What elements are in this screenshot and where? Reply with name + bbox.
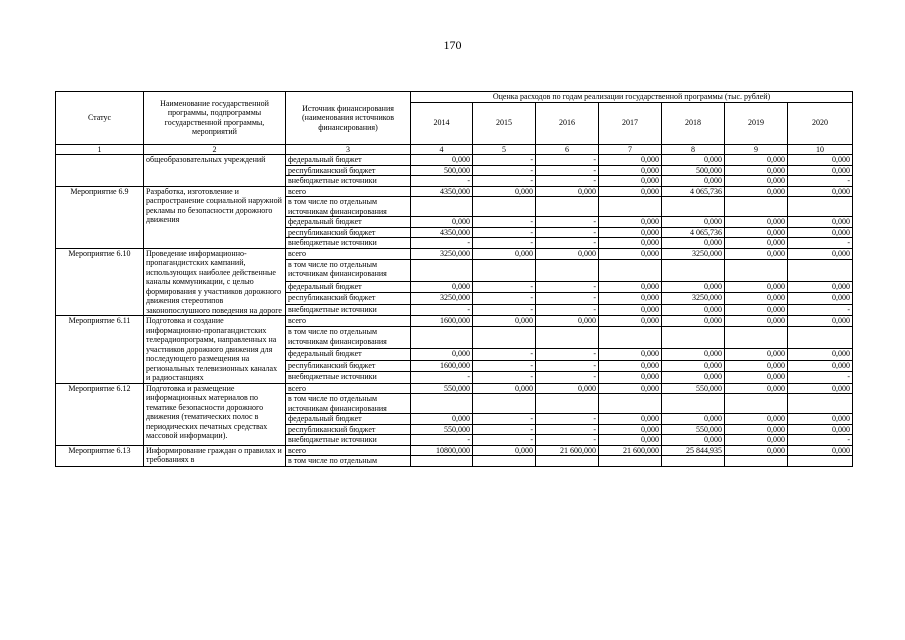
- funding-source-cell: в том числе по отдельным источникам финансирования: [286, 394, 411, 414]
- header-year: 2015: [473, 102, 536, 144]
- header-year: 2017: [599, 102, 662, 144]
- amount-cell: -: [536, 227, 599, 238]
- funding-source-cell: внебюджетные источники: [286, 176, 411, 187]
- amount-cell: 0,000: [725, 248, 788, 259]
- amount-cell: 1600,000: [411, 316, 473, 327]
- measure-name-cell: общеобразовательных учреждений: [144, 155, 286, 187]
- table-row: [56, 155, 853, 166]
- amount-cell: 0,000: [599, 383, 662, 394]
- amount-cell: 0,000: [788, 227, 853, 238]
- amount-cell: 0,000: [662, 360, 725, 371]
- amount-cell: 0,000: [536, 248, 599, 259]
- amount-cell: [725, 259, 788, 281]
- amount-cell: 0,000: [599, 227, 662, 238]
- amount-cell: 0,000: [473, 316, 536, 327]
- amount-cell: -: [473, 414, 536, 425]
- amount-cell: 0,000: [788, 383, 853, 394]
- amount-cell: -: [536, 176, 599, 187]
- header-year: 2016: [536, 102, 599, 144]
- amount-cell: 0,000: [662, 176, 725, 187]
- amount-cell: 3250,000: [662, 293, 725, 304]
- amount-cell: [536, 197, 599, 217]
- amount-cell: -: [788, 304, 853, 315]
- amount-cell: [725, 456, 788, 467]
- funding-source-cell: всего: [286, 316, 411, 327]
- amount-cell: -: [473, 435, 536, 446]
- amount-cell: [599, 259, 662, 281]
- header-status: Статус: [56, 92, 144, 145]
- amount-cell: 0,000: [599, 281, 662, 292]
- amount-cell: [788, 197, 853, 217]
- amount-cell: -: [536, 360, 599, 371]
- amount-cell: 0,000: [536, 186, 599, 197]
- measure-name-cell: Разработка, изготовление и распространение социальной наружной рекламы по безопасности дорожного движения: [144, 186, 286, 248]
- amount-cell: 0,000: [662, 281, 725, 292]
- header-year: 2014: [411, 102, 473, 144]
- amount-cell: 0,000: [662, 435, 725, 446]
- amount-cell: 0,000: [725, 424, 788, 435]
- table-row: [56, 248, 853, 259]
- amount-cell: 0,000: [725, 304, 788, 315]
- amount-cell: 3250,000: [411, 248, 473, 259]
- amount-cell: 0,000: [599, 217, 662, 228]
- status-cell: [56, 155, 144, 187]
- amount-cell: 0,000: [725, 293, 788, 304]
- amount-cell: [662, 327, 725, 349]
- amount-cell: 0,000: [599, 424, 662, 435]
- status-cell: Мероприятие 6.13: [56, 445, 144, 466]
- status-cell: Мероприятие 6.9: [56, 186, 144, 248]
- measure-name-cell: Подготовка и создание информационно-пропагандистских телерадиопрограмм, направленных на участников дорожного движения для последующего размещения на региональных телевизионных каналах и радиостанциях: [144, 316, 286, 384]
- amount-cell: 0,000: [599, 238, 662, 249]
- amount-cell: 0,000: [725, 372, 788, 383]
- amount-cell: -: [411, 238, 473, 249]
- funding-source-cell: республиканский бюджет: [286, 165, 411, 176]
- amount-cell: 4350,000: [411, 186, 473, 197]
- amount-cell: [725, 394, 788, 414]
- amount-cell: 0,000: [725, 155, 788, 166]
- amount-cell: 0,000: [411, 281, 473, 292]
- amount-cell: [788, 394, 853, 414]
- table-row: [56, 316, 853, 327]
- amount-cell: [662, 394, 725, 414]
- amount-cell: 0,000: [725, 360, 788, 371]
- funding-source-cell: федеральный бюджет: [286, 155, 411, 166]
- amount-cell: 0,000: [662, 217, 725, 228]
- amount-cell: 0,000: [599, 316, 662, 327]
- amount-cell: 0,000: [411, 349, 473, 360]
- funding-source-cell: внебюджетные источники: [286, 238, 411, 249]
- amount-cell: 0,000: [788, 186, 853, 197]
- amount-cell: [411, 394, 473, 414]
- amount-cell: 0,000: [411, 155, 473, 166]
- amount-cell: -: [788, 238, 853, 249]
- funding-source-cell: республиканский бюджет: [286, 227, 411, 238]
- amount-cell: [536, 394, 599, 414]
- amount-cell: 0,000: [788, 217, 853, 228]
- amount-cell: [411, 327, 473, 349]
- funding-source-cell: федеральный бюджет: [286, 414, 411, 425]
- funding-source-cell: в том числе по отдельным источникам финансирования: [286, 197, 411, 217]
- column-index: 9: [725, 144, 788, 155]
- amount-cell: 0,000: [662, 316, 725, 327]
- amount-cell: 25 844,935: [662, 445, 725, 456]
- amount-cell: 0,000: [536, 383, 599, 394]
- measure-name-cell: Подготовка и размещение информационных материалов по тематике безопасности дорожного движения (тематических полос в периодических печатных средствах массовой информации).: [144, 383, 286, 445]
- status-cell: Мероприятие 6.11: [56, 316, 144, 384]
- table-row: [56, 445, 853, 456]
- amount-cell: [536, 327, 599, 349]
- amount-cell: 3250,000: [411, 293, 473, 304]
- column-index: 7: [599, 144, 662, 155]
- amount-cell: 0,000: [788, 349, 853, 360]
- amount-cell: -: [536, 435, 599, 446]
- amount-cell: -: [536, 217, 599, 228]
- status-cell: Мероприятие 6.10: [56, 248, 144, 316]
- amount-cell: [725, 197, 788, 217]
- amount-cell: -: [411, 435, 473, 446]
- amount-cell: [599, 394, 662, 414]
- amount-cell: -: [473, 238, 536, 249]
- amount-cell: 0,000: [725, 349, 788, 360]
- amount-cell: [411, 456, 473, 467]
- amount-cell: -: [473, 372, 536, 383]
- amount-cell: 0,000: [725, 435, 788, 446]
- funding-source-cell: в том числе по отдельным источникам финансирования: [286, 259, 411, 281]
- amount-cell: -: [473, 217, 536, 228]
- amount-cell: 500,000: [411, 165, 473, 176]
- amount-cell: [599, 197, 662, 217]
- funding-source-cell: внебюджетные источники: [286, 435, 411, 446]
- header-estimate: Оценка расходов по годам реализации государственной программы (тыс. рублей): [411, 92, 853, 103]
- amount-cell: 0,000: [788, 414, 853, 425]
- amount-cell: 0,000: [599, 360, 662, 371]
- amount-cell: 0,000: [788, 445, 853, 456]
- amount-cell: 0,000: [599, 186, 662, 197]
- amount-cell: -: [536, 155, 599, 166]
- funding-source-cell: в том числе по отдельным источникам финансирования: [286, 327, 411, 349]
- amount-cell: 0,000: [473, 248, 536, 259]
- amount-cell: 550,000: [411, 383, 473, 394]
- amount-cell: [536, 456, 599, 467]
- budget-table: [55, 91, 853, 467]
- amount-cell: 0,000: [662, 304, 725, 315]
- amount-cell: 0,000: [788, 316, 853, 327]
- amount-cell: [536, 259, 599, 281]
- column-index: 1: [56, 144, 144, 155]
- amount-cell: 0,000: [411, 414, 473, 425]
- funding-source-cell: всего: [286, 383, 411, 394]
- amount-cell: 550,000: [662, 383, 725, 394]
- amount-cell: -: [473, 155, 536, 166]
- amount-cell: 0,000: [788, 248, 853, 259]
- amount-cell: 0,000: [725, 176, 788, 187]
- funding-source-cell: республиканский бюджет: [286, 293, 411, 304]
- amount-cell: 0,000: [599, 372, 662, 383]
- amount-cell: -: [473, 360, 536, 371]
- amount-cell: 0,000: [662, 414, 725, 425]
- amount-cell: -: [411, 176, 473, 187]
- amount-cell: 0,000: [725, 186, 788, 197]
- status-cell: Мероприятие 6.12: [56, 383, 144, 445]
- amount-cell: 0,000: [599, 176, 662, 187]
- amount-cell: 0,000: [599, 165, 662, 176]
- measure-name-cell: Проведение информационно-пропагандистских кампаний, использующих наиболее действенные каналы коммуникации, с целью формирования у участников дорожного движения стереотипов законопослушного поведения на дороге: [144, 248, 286, 316]
- funding-source-cell: республиканский бюджет: [286, 424, 411, 435]
- funding-source-cell: в том числе по отдельным: [286, 456, 411, 467]
- amount-cell: -: [788, 372, 853, 383]
- amount-cell: -: [536, 293, 599, 304]
- amount-cell: -: [473, 227, 536, 238]
- amount-cell: 0,000: [662, 372, 725, 383]
- table-row: [56, 186, 853, 197]
- amount-cell: 0,000: [788, 165, 853, 176]
- amount-cell: -: [473, 349, 536, 360]
- amount-cell: -: [788, 176, 853, 187]
- amount-cell: 0,000: [536, 316, 599, 327]
- amount-cell: [473, 259, 536, 281]
- amount-cell: [788, 327, 853, 349]
- amount-cell: 0,000: [473, 383, 536, 394]
- amount-cell: -: [536, 414, 599, 425]
- measure-name-cell: Информирование граждан о правилах и требованиях в: [144, 445, 286, 466]
- amount-cell: 0,000: [725, 383, 788, 394]
- amount-cell: -: [536, 424, 599, 435]
- amount-cell: 0,000: [788, 424, 853, 435]
- amount-cell: 0,000: [599, 155, 662, 166]
- header-year: 2018: [662, 102, 725, 144]
- funding-source-cell: всего: [286, 248, 411, 259]
- amount-cell: [473, 456, 536, 467]
- amount-cell: 0,000: [411, 217, 473, 228]
- amount-cell: 0,000: [788, 293, 853, 304]
- amount-cell: 0,000: [788, 281, 853, 292]
- amount-cell: -: [536, 281, 599, 292]
- amount-cell: 500,000: [662, 165, 725, 176]
- amount-cell: 0,000: [599, 349, 662, 360]
- amount-cell: 1600,000: [411, 360, 473, 371]
- amount-cell: 0,000: [662, 349, 725, 360]
- column-index: 6: [536, 144, 599, 155]
- amount-cell: -: [536, 238, 599, 249]
- amount-cell: -: [473, 281, 536, 292]
- amount-cell: -: [473, 176, 536, 187]
- funding-source-cell: федеральный бюджет: [286, 349, 411, 360]
- amount-cell: 0,000: [725, 227, 788, 238]
- table-row: [56, 383, 853, 394]
- amount-cell: -: [536, 165, 599, 176]
- funding-source-cell: республиканский бюджет: [286, 360, 411, 371]
- amount-cell: [473, 394, 536, 414]
- amount-cell: 0,000: [725, 165, 788, 176]
- funding-source-cell: федеральный бюджет: [286, 217, 411, 228]
- amount-cell: [788, 456, 853, 467]
- amount-cell: -: [473, 165, 536, 176]
- amount-cell: 0,000: [788, 155, 853, 166]
- amount-cell: -: [411, 304, 473, 315]
- amount-cell: 10800,000: [411, 445, 473, 456]
- amount-cell: 0,000: [599, 293, 662, 304]
- funding-source-cell: внебюджетные источники: [286, 372, 411, 383]
- column-index: 5: [473, 144, 536, 155]
- amount-cell: 21 600,000: [599, 445, 662, 456]
- column-index: 4: [411, 144, 473, 155]
- funding-source-cell: всего: [286, 186, 411, 197]
- amount-cell: [599, 456, 662, 467]
- amount-cell: -: [473, 424, 536, 435]
- header-name: Наименование государственной программы, подпрограммы государственной программы, мероприятий: [144, 92, 286, 145]
- amount-cell: -: [536, 349, 599, 360]
- amount-cell: 0,000: [662, 155, 725, 166]
- amount-cell: 0,000: [725, 414, 788, 425]
- funding-source-cell: всего: [286, 445, 411, 456]
- amount-cell: -: [536, 372, 599, 383]
- amount-cell: 4 065,736: [662, 186, 725, 197]
- amount-cell: 0,000: [725, 238, 788, 249]
- amount-cell: [662, 456, 725, 467]
- column-index: 8: [662, 144, 725, 155]
- amount-cell: [599, 327, 662, 349]
- amount-cell: 0,000: [599, 414, 662, 425]
- amount-cell: 550,000: [411, 424, 473, 435]
- amount-cell: 0,000: [725, 316, 788, 327]
- amount-cell: 0,000: [473, 186, 536, 197]
- amount-cell: -: [411, 372, 473, 383]
- amount-cell: 21 600,000: [536, 445, 599, 456]
- amount-cell: [788, 259, 853, 281]
- amount-cell: [662, 197, 725, 217]
- amount-cell: [725, 327, 788, 349]
- header-source: Источник финансирования (наименования источников финансирования): [286, 92, 411, 145]
- amount-cell: 0,000: [599, 435, 662, 446]
- amount-cell: 0,000: [725, 445, 788, 456]
- amount-cell: [662, 259, 725, 281]
- amount-cell: 0,000: [725, 217, 788, 228]
- amount-cell: -: [473, 304, 536, 315]
- amount-cell: 4 065,736: [662, 227, 725, 238]
- amount-cell: -: [788, 435, 853, 446]
- funding-source-cell: внебюджетные источники: [286, 304, 411, 315]
- column-index: 2: [144, 144, 286, 155]
- amount-cell: 550,000: [662, 424, 725, 435]
- amount-cell: 4350,000: [411, 227, 473, 238]
- page-number: 170: [443, 38, 462, 52]
- amount-cell: 0,000: [473, 445, 536, 456]
- amount-cell: -: [536, 304, 599, 315]
- amount-cell: -: [473, 293, 536, 304]
- amount-cell: [411, 259, 473, 281]
- column-index: 3: [286, 144, 411, 155]
- amount-cell: [411, 197, 473, 217]
- amount-cell: 0,000: [599, 304, 662, 315]
- amount-cell: 3250,000: [662, 248, 725, 259]
- header-year: 2019: [725, 102, 788, 144]
- funding-source-cell: федеральный бюджет: [286, 281, 411, 292]
- amount-cell: 0,000: [599, 248, 662, 259]
- amount-cell: [473, 327, 536, 349]
- amount-cell: 0,000: [662, 238, 725, 249]
- amount-cell: 0,000: [725, 281, 788, 292]
- column-index: 10: [788, 144, 853, 155]
- amount-cell: 0,000: [788, 360, 853, 371]
- amount-cell: [473, 197, 536, 217]
- header-year: 2020: [788, 102, 853, 144]
